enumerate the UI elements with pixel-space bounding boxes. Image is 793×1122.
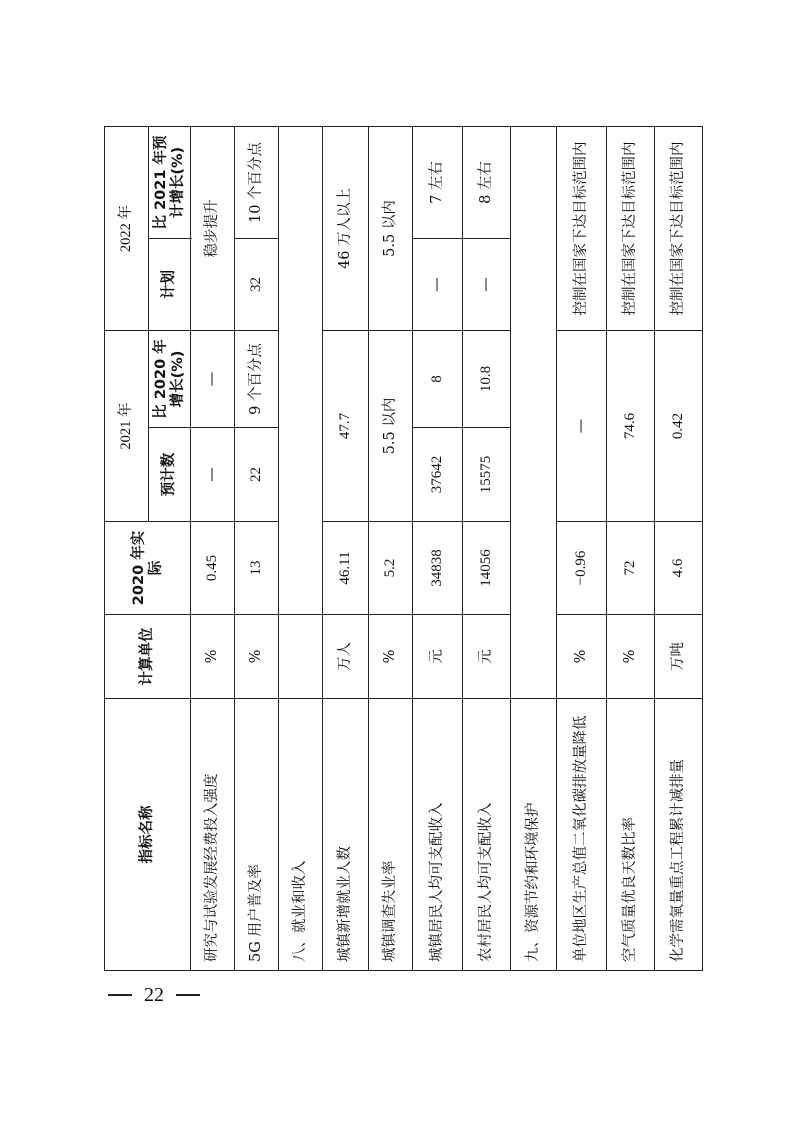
row-plan-2022: 控制在国家下达目标范围内 [607,127,655,331]
row-name: 空气质量优良天数比率 [607,699,655,971]
row-growth-2021: 9 个百分点 [235,331,279,428]
header-2021: 2021 年 [105,331,149,522]
row-plan-2022: 46 万人以上 [323,127,369,331]
row-est-2021: 0.42 [655,331,703,522]
row-actual-2020: 4.6 [655,522,703,615]
row-name: 城镇居民人均可支配收入 [413,699,463,971]
row-growth-2021: — [191,331,235,428]
header-plan-2022: 计划 [149,239,191,331]
table-row [235,127,279,971]
page-number [108,980,200,1010]
row-est-2021: — [191,428,235,522]
row-unit: 万人 [323,615,369,699]
section-blank [279,127,323,615]
section-row [279,127,323,971]
section-title: 八、就业和收入 [279,699,323,971]
row-actual-2020: 0.45 [191,522,235,615]
table-row [607,127,655,971]
page-dash-left [108,994,132,996]
row-actual-2020: 46.11 [323,522,369,615]
row-name: 研究与试验发展经费投入强度 [191,699,235,971]
indicator-table [104,126,703,971]
row-unit: 元 [463,615,511,699]
row-plan-2022: 5.5 以内 [369,127,413,331]
row-actual-2020: 14056 [463,522,511,615]
row-name: 城镇调查失业率 [369,699,413,971]
row-est-2021: — [557,331,607,522]
row-actual-2020: 13 [235,522,279,615]
row-plan-2022: 稳步提升 [191,127,235,331]
table-row [413,127,463,971]
table-row [323,127,369,971]
row-growth-2022: 7 左右 [413,127,463,239]
row-name: 农村居民人均可支配收入 [463,699,511,971]
row-unit: % [369,615,413,699]
row-unit: 元 [413,615,463,699]
header-growth-2021: 比 2020 年增长(%) [149,331,191,428]
row-plan-2022: — [463,239,511,331]
row-est-2021: 5.5 以内 [369,331,413,522]
row-plan-2022: 32 [235,239,279,331]
row-growth-2021: 8 [413,331,463,428]
table-row [655,127,703,971]
table-row [557,127,607,971]
rotated-table-container [104,127,688,971]
row-name: 化学需氧量重点工程累计减排量 [655,699,703,971]
section-row [511,127,557,971]
header-2022: 2022 年 [105,127,149,331]
row-name: 城镇新增就业人数 [323,699,369,971]
row-name: 5G 用户普及率 [235,699,279,971]
row-actual-2020: 34838 [413,522,463,615]
row-growth-2022: 10 个百分点 [235,127,279,239]
header-indicator: 指标名称 [105,699,191,971]
row-growth-2021: 10.8 [463,331,511,428]
section-blank [511,127,557,699]
row-plan-2022: 控制在国家下达目标范围内 [655,127,703,331]
header-growth-2022: 比 2021 年预计增长(%) [149,127,191,239]
page-number-text: 22 [144,983,164,1006]
row-est-2021: 22 [235,428,279,522]
row-actual-2020: 72 [607,522,655,615]
header-actual-2020: 2020 年实际 [105,522,191,615]
row-est-2021: 15575 [463,428,511,522]
row-plan-2022: — [413,239,463,331]
row-plan-2022: 控制在国家下达目标范围内 [557,127,607,331]
row-unit: % [607,615,655,699]
table-row [463,127,511,971]
row-actual-2020: −0.96 [557,522,607,615]
table-row [369,127,413,971]
row-unit: % [557,615,607,699]
row-growth-2022: 8 左右 [463,127,511,239]
row-unit: % [235,615,279,699]
section-title: 九、资源节约和环境保护 [511,699,557,971]
row-est-2021: 37642 [413,428,463,522]
row-est-2021: 47.7 [323,331,369,522]
table-row [191,127,235,971]
row-est-2021: 74.6 [607,331,655,522]
row-unit: % [191,615,235,699]
row-unit: 万吨 [655,615,703,699]
header-est-2021: 预计数 [149,428,191,522]
row-actual-2020: 5.2 [369,522,413,615]
page-dash-right [176,994,200,996]
header-unit: 计算单位 [105,615,191,699]
row-name: 单位地区生产总值二氧化碳排放量降低 [557,699,607,971]
row-unit [279,615,323,699]
